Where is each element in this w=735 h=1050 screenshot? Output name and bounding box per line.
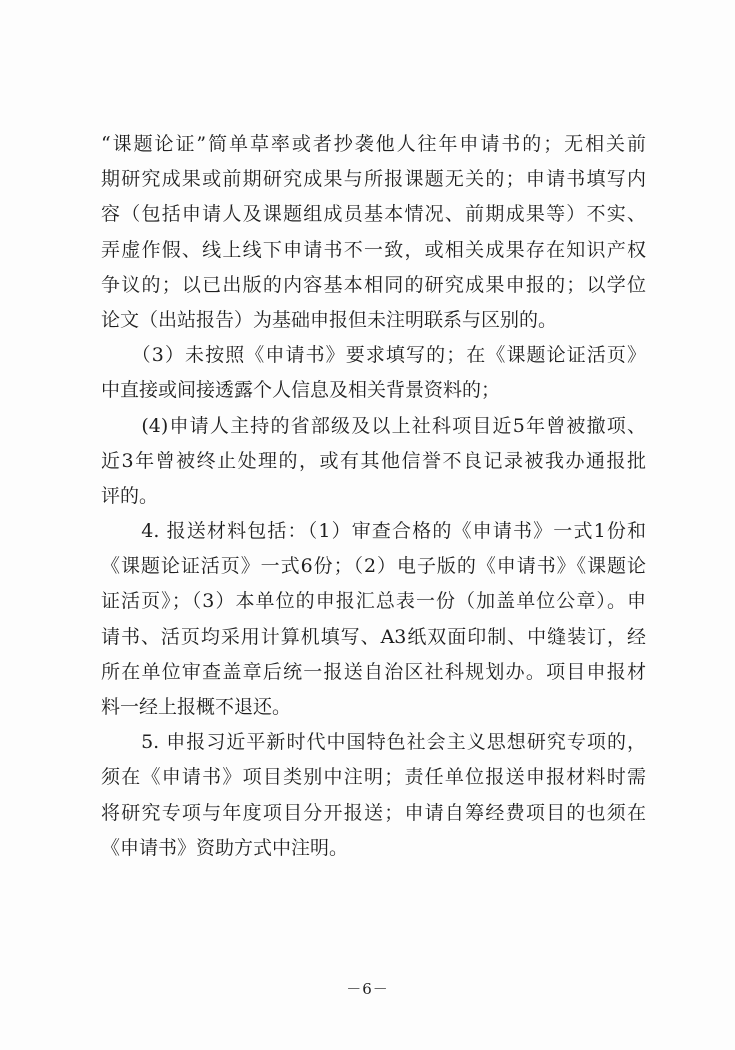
text-line: 将研究专项与年度项目分开报送；申请自筹经费项目的也须在	[101, 801, 646, 824]
text-line: 《申请书》资助方式中注明。	[101, 836, 349, 859]
text-line: 近3年曾被终止处理的，或有其他信誉不良记录被我办通报批	[101, 449, 646, 472]
text-line: 证活页》；（3）本单位的申报汇总表一份（加盖单位公章）。申	[101, 590, 646, 613]
text-line: 5. 申报习近平新时代中国特色社会主义思想研究专项的，	[101, 731, 646, 754]
body-text	[101, 127, 646, 866]
text-line: 料一经上报概不退还。	[101, 696, 292, 718]
text-line: 容（包括申请人及课题组成员基本情况、前期成果等）不实、	[101, 203, 646, 226]
text-line: 争议的；以已出版的内容基本相同的研究成果申报的；以学位	[101, 273, 646, 296]
text-line: 4. 报送材料包括：（1）审查合格的《申请书》一式1份和	[101, 520, 646, 543]
text-line: 弄虚作假、线上线下申请书不一致，或相关成果存在知识产权	[101, 238, 646, 261]
text-line: “课题论证”简单草率或者抄袭他人往年申请书的；无相关前	[101, 133, 646, 155]
text-line: (4)申请人主持的省部级及以上社科项目近5年曾被撤项、	[101, 414, 646, 437]
text-line: 请书、活页均采用计算机填写、A3纸双面印制、中缝装订，经	[101, 625, 646, 648]
text-line: 中直接或间接透露个人信息及相关背景资料的；	[101, 379, 501, 402]
text-line: 所在单位审查盖章后统一报送自治区社科规划办。项目申报材	[101, 660, 646, 683]
page-number: －6－	[346, 980, 389, 998]
text-line: 评的。	[101, 484, 159, 507]
text-line: 论文（出站报告）为基础申报但未注明联系与区别的。	[101, 308, 558, 331]
text-line: 须在《申请书》项目类别中注明；责任单位报送申报材料时需	[101, 766, 646, 789]
text-line: （3）未按照《申请书》要求填写的；在《课题论证活页》	[101, 344, 646, 367]
text-line: 《课题论证活页》一式6份；（2）电子版的《申请书》《课题论	[101, 555, 646, 578]
text-line: 期研究成果或前期研究成果与所报课题无关的；申请书填写内	[101, 168, 646, 191]
